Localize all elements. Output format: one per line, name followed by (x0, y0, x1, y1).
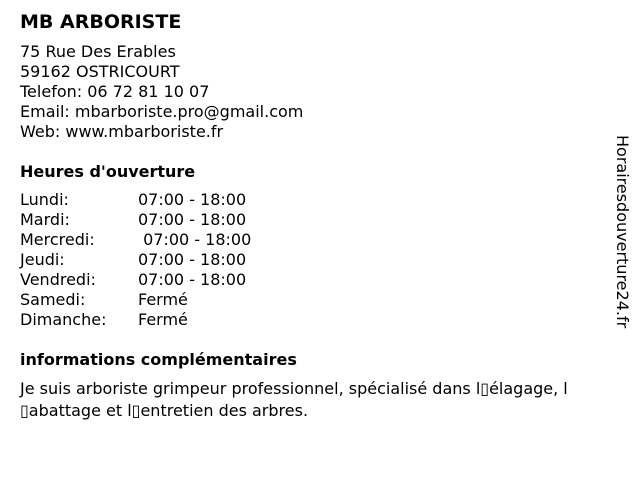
hours-row (20, 270, 620, 290)
hours-time: 07:00 - 18:00 (138, 210, 247, 229)
hours-row (20, 290, 620, 310)
hours-row (20, 250, 620, 270)
address-street: 75 Rue Des Erables (20, 42, 176, 61)
hours-time: Fermé (138, 290, 188, 309)
email-line: Email: mbarboriste.pro@gmail.com (20, 102, 304, 121)
hours-title: Heures d'ouverture (20, 162, 196, 181)
phone-line: Telefon: 06 72 81 10 07 (20, 82, 210, 101)
hours-row (20, 230, 620, 250)
hours-time: 07:00 - 18:00 (138, 230, 252, 249)
hours-day: Samedi: (20, 290, 86, 309)
hours-time: 07:00 - 18:00 (138, 250, 247, 269)
hours-day: Mercredi: (20, 230, 95, 249)
hours-row (20, 190, 620, 210)
hours-day: Mardi: (20, 210, 70, 229)
hours-row (20, 310, 620, 330)
address-city: 59162 OSTRICOURT (20, 62, 180, 81)
hours-table (20, 190, 620, 330)
info-text: Je suis arboriste grimpeur professionnel, spécialisé dans l▯élagage, l ▯abattage et l▯entretien des arbres. (20, 379, 568, 420)
side-watermark: Horairesdouverture24.fr (613, 135, 632, 329)
web-line: Web: www.mbarboriste.fr (20, 122, 224, 141)
business-card (20, 10, 620, 422)
hours-day: Jeudi: (20, 250, 65, 269)
contact-block (20, 42, 620, 142)
hours-time: 07:00 - 18:00 (138, 190, 247, 209)
hours-day: Lundi: (20, 190, 69, 209)
info-title: informations complémentaires (20, 350, 297, 369)
hours-row (20, 210, 620, 230)
hours-time: Fermé (138, 310, 188, 329)
hours-time: 07:00 - 18:00 (138, 270, 247, 289)
business-name: MB ARBORISTE (20, 11, 182, 33)
hours-day: Dimanche: (20, 310, 107, 329)
hours-day: Vendredi: (20, 270, 96, 289)
